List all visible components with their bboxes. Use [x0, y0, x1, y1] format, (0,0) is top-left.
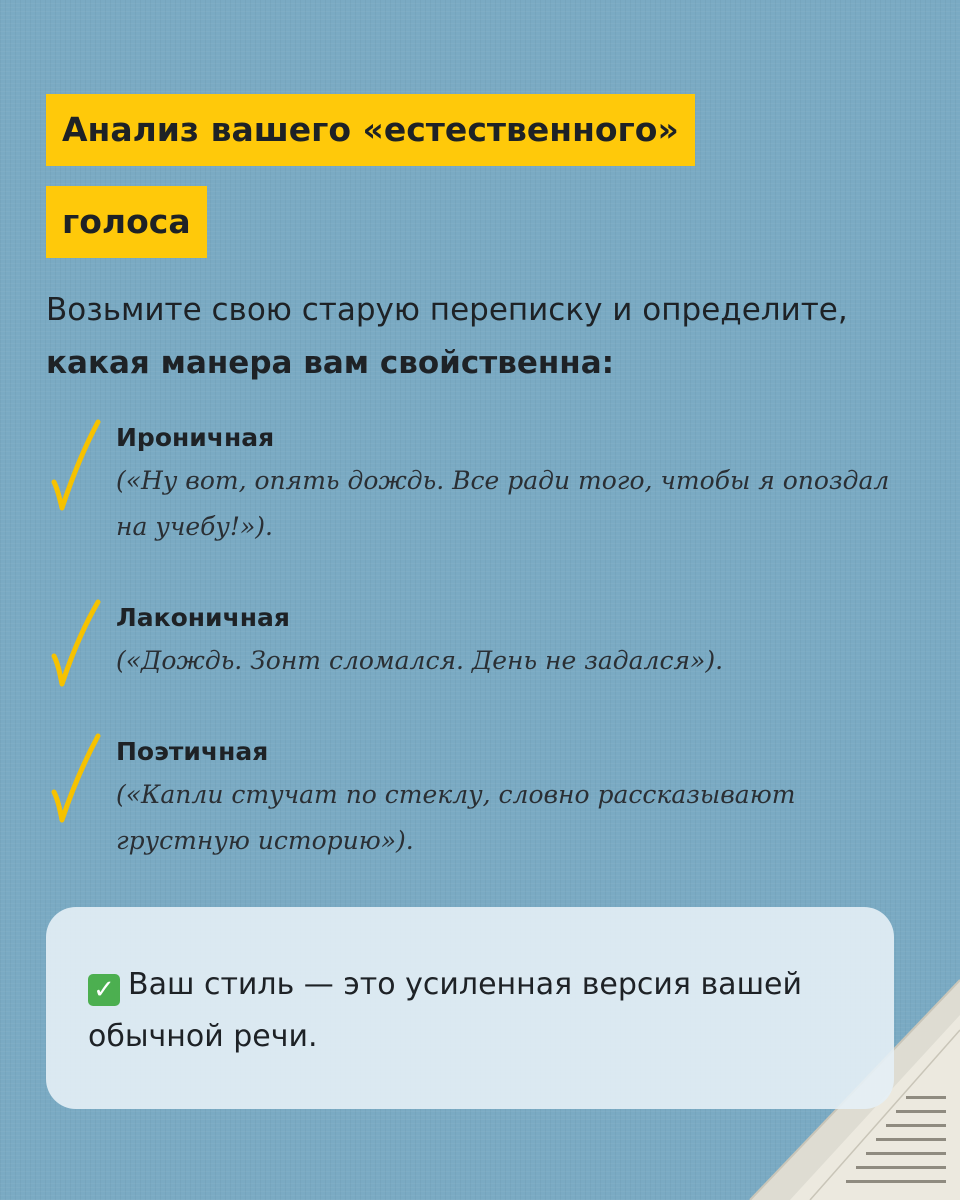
note-label: Ваш стиль — это усиленная версия вашей обычной речи. [88, 967, 802, 1054]
page-title-line-2: голоса [46, 186, 207, 258]
title-block [46, 94, 695, 258]
intro-text [46, 284, 926, 390]
item-name: Ироничная [116, 423, 275, 452]
item-name: Лаконичная [116, 603, 290, 632]
note-text [88, 959, 808, 1063]
item-quote: («Дождь. Зонт сломался. День не задался»). [116, 646, 724, 675]
page-title-line-1: Анализ вашего «естественного» [46, 94, 695, 166]
summary-note [46, 907, 894, 1109]
item-name: Поэтичная [116, 737, 269, 766]
intro-bold: какая манера вам свойственна: [46, 345, 615, 381]
check-box-icon: ✓ [88, 974, 120, 1006]
check-mark-icon [46, 418, 106, 514]
check-mark-icon [46, 598, 106, 694]
intro-regular: Возьмите свою старую переписку и определите, [46, 292, 848, 328]
check-mark-icon [46, 732, 106, 828]
item-quote: («Капли стучат по стеклу, словно рассказывают грустную историю»). [116, 780, 796, 855]
item-quote: («Ну вот, опять дождь. Все ради того, чтобы я опоздал на учебу!»). [116, 466, 890, 541]
